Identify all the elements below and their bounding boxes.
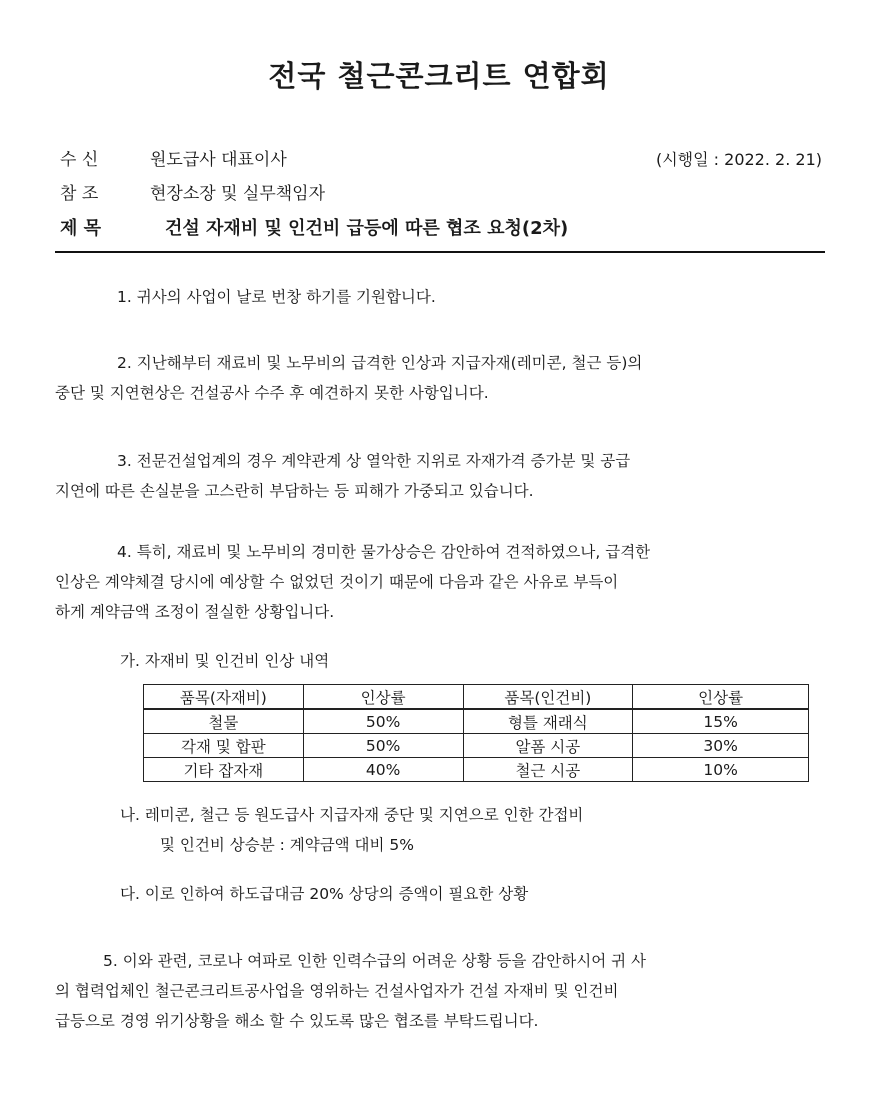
paragraph-2 [55, 348, 827, 408]
table-row [144, 758, 809, 782]
paragraph-1 [55, 282, 827, 312]
item-na [120, 800, 583, 860]
item-na-line: 나. 레미콘, 철근 등 원도급사 지급자재 중단 및 지연으로 인한 간접비 [120, 806, 584, 824]
table-header-row [144, 685, 809, 710]
item-na-line: 및 인건비 상승분 : 계약금액 대비 5% [160, 836, 415, 854]
paragraph-line: 5. 이와 관련, 코로나 여파로 인한 인력수급의 어려운 상황 등을 감안하시어 귀 사 [103, 952, 647, 970]
table-cell: 철근 시공 [463, 758, 633, 782]
table-cell: 형틀 재래식 [463, 709, 633, 734]
table-row [144, 709, 809, 734]
paragraph-5 [55, 946, 827, 1036]
table-header-cell: 품목(인건비) [463, 685, 633, 710]
item-da [120, 879, 528, 909]
table-cell: 철물 [144, 709, 304, 734]
paragraph-line: 3. 전문건설업계의 경우 계약관계 상 열악한 지위로 자재가격 증가분 및 공급 [117, 452, 631, 470]
table-cell: 50% [303, 709, 463, 734]
table-cell: 30% [633, 734, 809, 758]
table-cell: 알폼 시공 [463, 734, 633, 758]
reference-label: 참 조 [60, 184, 99, 204]
table-row [144, 734, 809, 758]
document-title: 전국 철근콘크리트 연합회 [268, 59, 610, 93]
table-cell: 40% [303, 758, 463, 782]
paragraph-line: 하게 계약금액 조정이 절실한 상황입니다. [55, 603, 335, 621]
paragraph-4 [55, 537, 827, 627]
subject-label: 제 목 [60, 218, 102, 239]
paragraph-3 [55, 446, 827, 506]
recipient-label: 수 신 [60, 150, 99, 170]
item-ga-heading [120, 646, 329, 676]
paragraph-line: 4. 특히, 재료비 및 노무비의 경미한 물가상승은 감안하여 견적하였으나, 급격한 [117, 543, 651, 561]
table-cell: 기타 잡자재 [144, 758, 304, 782]
subject-value: 건설 자재비 및 인건비 급등에 따른 협조 요청(2차) [165, 218, 569, 239]
increase-rate-table [143, 684, 809, 782]
table-cell: 15% [633, 709, 809, 734]
table-header-cell: 품목(자재비) [144, 685, 304, 710]
table-cell: 50% [303, 734, 463, 758]
item-ga-heading-text: 가. 자재비 및 인건비 인상 내역 [120, 652, 330, 670]
paragraph-line: 인상은 계약체결 당시에 예상할 수 없었던 것이기 때문에 다음과 같은 사유로 부득이 [55, 573, 619, 591]
item-da-line: 다. 이로 인하여 하도급대금 20% 상당의 증액이 필요한 상황 [120, 885, 529, 903]
paragraph-line: 중단 및 지연현상은 건설공사 수주 후 예견하지 못한 사항입니다. [55, 384, 489, 402]
paragraph-line: 지연에 따른 손실분을 고스란히 부담하는 등 피해가 가중되고 있습니다. [55, 482, 534, 500]
table-header-cell: 인상률 [303, 685, 463, 710]
paragraph-line: 급등으로 경영 위기상황을 해소 할 수 있도록 많은 협조를 부탁드립니다. [55, 1012, 539, 1030]
paragraph-line: 2. 지난해부터 재료비 및 노무비의 급격한 인상과 지급자재(레미콘, 철근 등)의 [117, 354, 643, 372]
header-divider [55, 251, 825, 253]
table-cell: 10% [633, 758, 809, 782]
table-cell: 각재 및 합판 [144, 734, 304, 758]
recipient-value: 원도급사 대표이사 [150, 150, 287, 170]
paragraph-line: 의 협력업체인 철근콘크리트공사업을 영위하는 건설사업자가 건설 자재비 및 인건비 [55, 982, 619, 1000]
paragraph-line: 1. 귀사의 사업이 날로 번창 하기를 기원합니다. [117, 288, 436, 306]
reference-value: 현장소장 및 실무책임자 [150, 184, 326, 204]
table-header-cell: 인상률 [633, 685, 809, 710]
effective-date: (시행일 : 2022. 2. 21) [655, 150, 822, 169]
